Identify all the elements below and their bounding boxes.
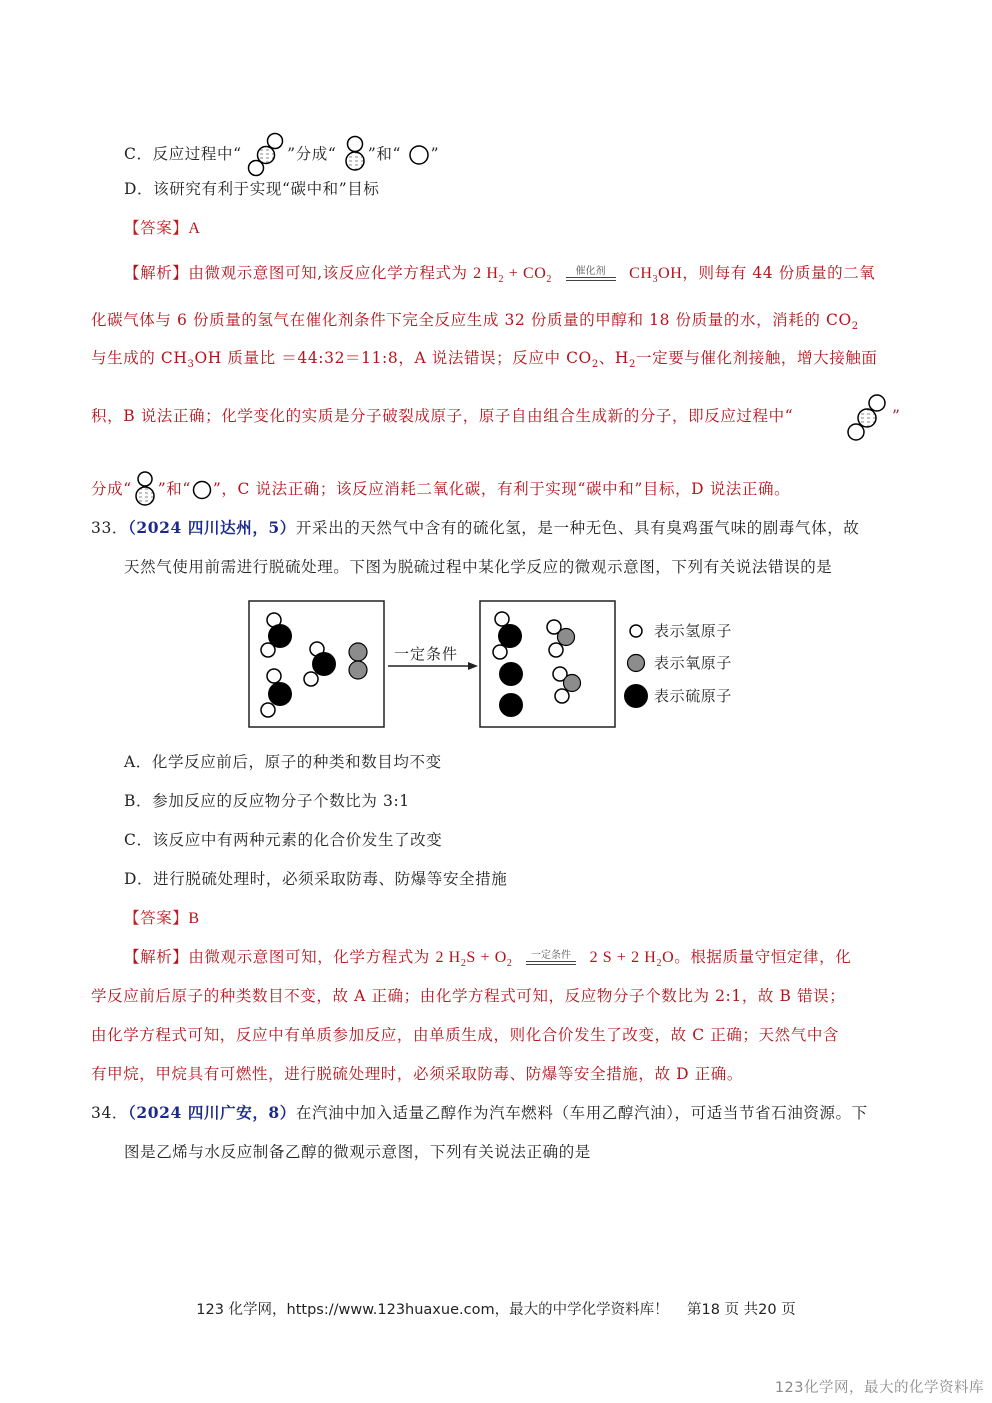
arrow-label: 一定条件 [394, 645, 459, 663]
answer-tag: 【答案】 [124, 909, 189, 927]
question-34-stem: 34．（2024 四川广安，8）在汽油中加入适量乙醇作为汽车燃料（车用乙醇汽油），可适当节省石油资源。下 [91, 1103, 868, 1122]
page-number: 第18 页 共20 页 [687, 1302, 796, 1318]
reaction-condition: 一定条件 [526, 947, 576, 969]
catalyst-condition: 催化剂 [566, 263, 616, 285]
analysis-quote-close: ” [892, 407, 901, 425]
option-b: B．参加反应的反应物分子个数比为 3:1 [124, 792, 410, 810]
question-source: （2024 四川达州，5） [128, 518, 296, 537]
option-label: C． [124, 145, 153, 163]
analysis-tag: 【解析】 [124, 948, 189, 966]
answer-value: A [188, 220, 201, 237]
answer-line [124, 907, 200, 930]
analysis-line-2: 化碳气体与 6 份质量的氢气在催化剂条件下完全反应生成 32 份质量的甲醇和 18 份质量的水，消耗的 $CO_2$ [91, 311, 859, 332]
option-d: D．该研究有利于实现“碳中和”目标 [124, 180, 380, 198]
equation-left: 2 $H_2 + CO_2$ [473, 265, 552, 285]
option-d: D．进行脱硫处理时，必须采取防毒、防爆等安全措施 [124, 870, 508, 888]
analysis-line-2: 学反应前后原子的种类数目不变，故 A 正确；由化学方程式可知，反应物分子个数比为 2:1，故 B 错误； [91, 987, 846, 1005]
analysis-tag: 【解析】 [124, 264, 189, 282]
watermark: 123化学网，最大的化学资料库 [774, 1380, 984, 1396]
answer-tag: 【答案】 [124, 219, 189, 237]
question-number: 33． [91, 519, 129, 537]
question-33-stem: 33．（2024 四川达州，5）开采出的天然气中含有的硫化氢，是一种无色、具有臭鸡蛋气味的剧毒气体，故 [91, 518, 860, 537]
equation-right: $CH_3OH$ [629, 265, 683, 285]
legend-oxygen: 表示氧原子 [654, 654, 733, 672]
hydrogen-legend-icon [630, 625, 642, 637]
co2-like-molecule-icon [247, 132, 287, 178]
question-number: 34． [91, 1104, 129, 1122]
question-34-stem-2: 图是乙烯与水反应制备乙醇的微观示意图，下列有关说法正确的是 [124, 1143, 591, 1161]
analysis-line-4: 积，B 说法正确；化学变化的实质是分子破裂成原子，原子自由组合生成新的分子，即反应过程中“ [91, 407, 794, 425]
reaction-diagram [248, 600, 768, 734]
co-like-molecule-icon [342, 135, 368, 175]
answer-line [124, 217, 201, 240]
answer-value: B [188, 910, 200, 927]
analysis-line-3: 与生成的 $CH_3OH$ 质量比 ＝44:32＝11:8，A 说法错误；反应中 $CO_2$、$H_2$一定要与催化剂接触，增大接触面 [91, 349, 878, 370]
page-footer [0, 1298, 992, 1319]
equation-left: 2 $H_2S + O_2$ [435, 949, 513, 969]
analysis-line-1: 【解析】由微观示意图可知,该反应化学方程式为 2 $H_2 + CO_2$ 催化剂 $CH_3OH$，则每有 44 份质量的二氧 [124, 264, 876, 285]
analysis-line-3: 由化学方程式可知，反应中有单质参加反应，由单质生成，则化合价发生了改变，故 C 正确；天然气中含 [91, 1026, 840, 1044]
analysis-line-5: 分成“ ”和“ ”，C 说法正确；该反应消耗二氧化碳，有利于实现“碳中和”目标，D 说法正确。 [91, 471, 790, 509]
legend-sulfur: 表示硫原子 [654, 687, 733, 705]
oxygen-atom-icon [407, 144, 431, 166]
option-c: C．反应过程中“ ”分成“ ”和“ ” [124, 132, 439, 178]
legend-hydrogen: 表示氢原子 [654, 622, 733, 640]
oxygen-atom-icon [191, 479, 213, 501]
footer-site-text: 123 化学网，https://www.123huaxue.com，最大的中学化学资料库！ [196, 1302, 669, 1318]
analysis-line-1: 【解析】由微观示意图可知，化学方程式为 2 $H_2S + O_2$ 一定条件 2 S + 2 $H_2O$。根据质量守恒定律，化 [124, 948, 852, 969]
option-a: A．化学反应前后，原子的种类和数目均不变 [124, 753, 442, 771]
question-33-stem-2: 天然气使用前需进行脱硫处理。下图为脱硫过程中某化学反应的微观示意图，下列有关说法错误的是 [124, 558, 833, 576]
sulfur-legend-icon [624, 684, 648, 708]
analysis-line-4: 有甲烷，甲烷具有可燃性，进行脱硫处理时，必须采取防毒、防爆等安全措施，故 D 正确。 [91, 1065, 743, 1083]
co-like-molecule-icon [132, 471, 158, 509]
co2-like-molecule-icon [842, 392, 892, 444]
question-source: （2024 四川广安，8） [128, 1103, 296, 1122]
oxygen-legend-icon [628, 655, 645, 672]
option-c: C．该反应中有两种元素的化合价发生了改变 [124, 831, 443, 849]
equation-right: 2 S + 2 $H_2O$ [589, 949, 675, 969]
